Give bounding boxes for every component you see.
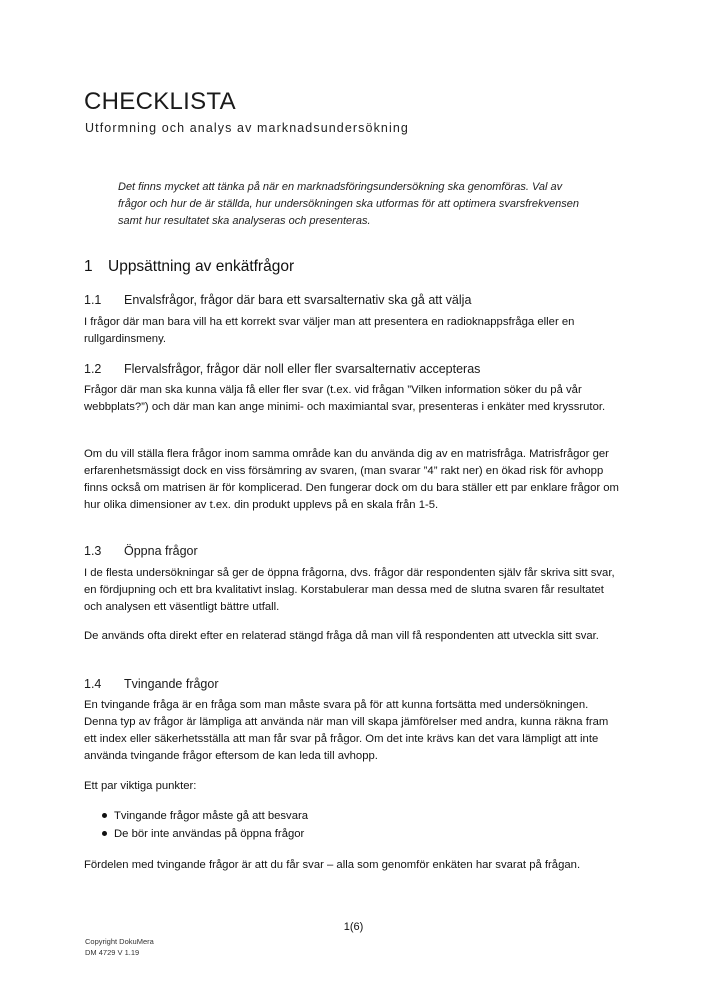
section-1-3-paragraph-2: De används ofta direkt efter en relaterad stängd fråga då man vill få respondenten att utveckla sitt svar. bbox=[84, 630, 599, 642]
document-subtitle: Utformning och analys av marknadsundersökning bbox=[85, 121, 409, 135]
section-1-number: 1 bbox=[84, 258, 93, 275]
bullet-icon bbox=[102, 831, 107, 836]
section-1-4-paragraph-3: Fördelen med tvingande frågor är att du får svar – alla som genomför enkäten har svarat på frågan. bbox=[84, 859, 581, 871]
page-number: 1(6) bbox=[343, 921, 364, 933]
section-1-2-heading bbox=[84, 362, 480, 376]
section-1-4-paragraph-1: En tvingande fråga är en fråga som man måste svara på för att kunna fortsätta med undersökningen. Denna typ av frågor är lämpliga att använda när man vill skapa jämförelser med andra, kunna räkna fram ett index eller säkerhetsställa att man får svar på frågor. Om det inte krävs kan det vara lämpligt att inte använda tvingande frågor eftersom de kan leda till avhopp. bbox=[84, 699, 609, 762]
document-title: CHECKLISTA bbox=[84, 88, 236, 115]
footer-copyright: Copyright DokuMera bbox=[85, 937, 154, 946]
section-1-2-title: Flervalsfrågor, frågor där noll eller fler svarsalternativ accepteras bbox=[124, 362, 481, 376]
section-1-title: Uppsättning av enkätfrågor bbox=[108, 258, 295, 275]
section-1-1-number: 1.1 bbox=[84, 293, 102, 307]
list-item bbox=[84, 825, 308, 843]
section-1-1-paragraph: I frågor där man bara vill ha ett korrekt svar väljer man att presentera en radioknappsfråga eller en rullgardinsmeny. bbox=[84, 316, 575, 345]
section-1-3-number: 1.3 bbox=[84, 544, 102, 558]
section-1-1-title: Envalsfrågor, frågor där bara ett svarsalternativ ska gå att välja bbox=[124, 293, 472, 307]
section-1-4-number: 1.4 bbox=[84, 677, 102, 691]
section-1-2-paragraph-2: Om du vill ställa flera frågor inom samma område kan du använda dig av en matrisfråga. Matrisfrågor ger erfarenhetsmässigt dock en viss försämring av svaren, (man svarar ”4” rakt ner) en ökad risk för avhopp finns också om matrisen är för komplicerad. Den fungerar dock om du bara ställer ett par enklare frågor om hur olika dimensioner av t.ex. din produkt upplevs på en skala från 1-5. bbox=[84, 448, 619, 511]
section-1-4-heading bbox=[84, 677, 219, 691]
section-1-4-title: Tvingande frågor bbox=[124, 677, 219, 691]
section-1-3-heading bbox=[84, 544, 198, 558]
footer bbox=[85, 936, 154, 958]
list-item-text: Tvingande frågor måste gå att besvara bbox=[114, 810, 309, 822]
list-item bbox=[84, 807, 308, 825]
list-item-text: De bör inte användas på öppna frågor bbox=[114, 828, 305, 840]
footer-doc-id: DM 4729 V 1.19 bbox=[85, 948, 140, 957]
section-1-2-number: 1.2 bbox=[84, 362, 102, 376]
section-1-2-paragraph-1: Frågor där man ska kunna välja få eller fler svar (t.ex. vid frågan ”Vilken information söker du på vår webbplats?”) och där man kan ange minimi- och maximiantal svar, presenteras i enkäter med kryssrutor. bbox=[84, 384, 606, 413]
bullet-icon bbox=[102, 813, 107, 818]
section-1-heading bbox=[84, 258, 294, 276]
bullet-list bbox=[84, 807, 308, 843]
section-1-1-heading bbox=[84, 293, 471, 307]
section-1-3-paragraph-1: I de flesta undersökningar så ger de öppna frågorna, dvs. frågor där respondenten själv får skriva sitt svar, en fördjupning och ett bra kvalitativt inslag. Korstabulerar man dessa med de slutna svaren får resultatet och analysen ett väsentligt bättre utfall. bbox=[84, 567, 615, 613]
section-1-3-title: Öppna frågor bbox=[124, 544, 198, 558]
section-1-4-paragraph-2: Ett par viktiga punkter: bbox=[84, 780, 197, 792]
intro-paragraph: Det finns mycket att tänka på när en marknadsföringsundersökning ska genomföras. Val av frågor och hur de är ställda, hur undersökningen ska utformas för att optimera svarsfrekvensen samt hur resultatet ska analyseras och presenteras. bbox=[118, 181, 580, 227]
